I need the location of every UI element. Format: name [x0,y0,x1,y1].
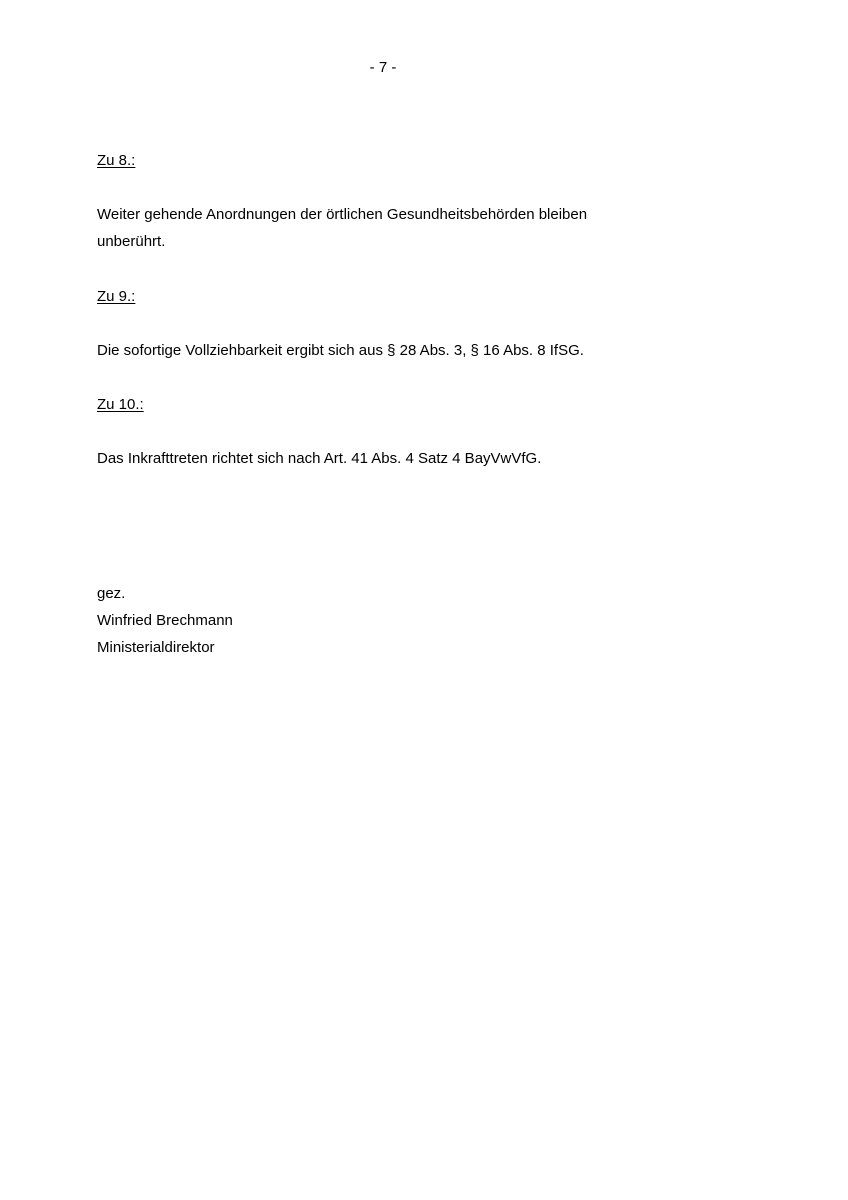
section-heading: Zu 10.: [97,396,144,413]
signature-block [97,580,657,661]
section-heading: Zu 8.: [97,152,136,169]
page-number: - 7 - [369,59,397,76]
paragraph-line: unberührt. [97,233,166,250]
section-8 [97,147,657,174]
signature-prefix: gez. [97,585,126,602]
section-10 [97,391,657,418]
signature-title: Ministerialdirektor [97,639,215,656]
paragraph-line: Die sofortige Vollziehbarkeit ergibt sich aus § 28 Abs. 3, § 16 Abs. 8 IfSG. [97,342,584,359]
paragraph-line: Das Inkrafttreten richtet sich nach Art. 41 Abs. 4 Satz 4 BayVwVfG. [97,450,542,467]
section-10-body [97,445,657,472]
section-heading: Zu 9.: [97,288,136,305]
section-9 [97,283,657,310]
paragraph-line: Weiter gehende Anordnungen der örtlichen Gesundheitsbehörden bleiben [97,206,588,223]
signature-name: Winfried Brechmann [97,612,233,629]
section-8-body [97,201,657,255]
section-9-body [97,337,657,364]
